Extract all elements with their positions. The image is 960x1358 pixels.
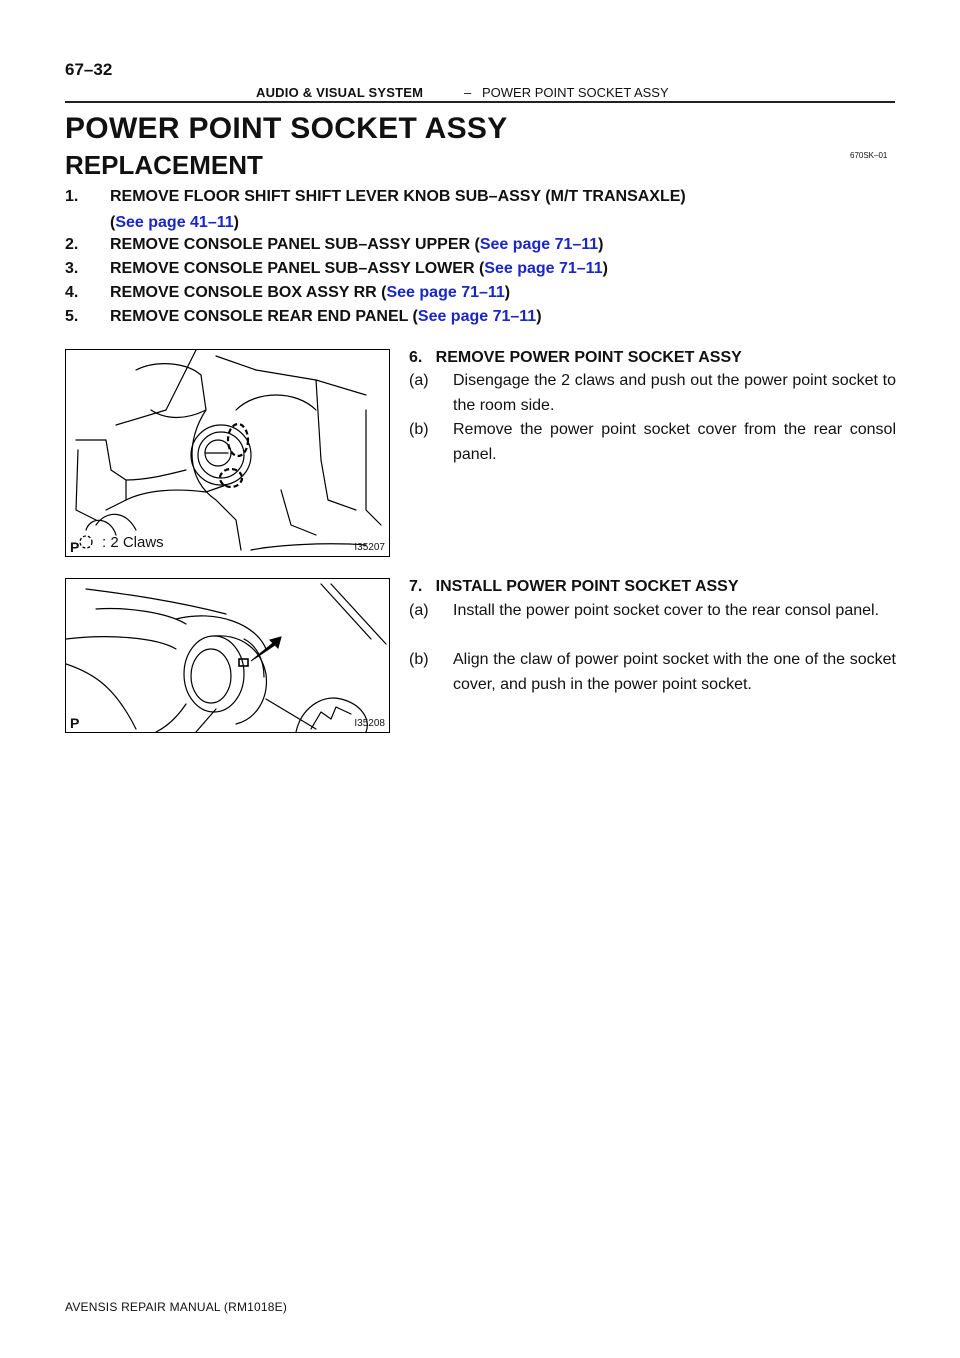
step-number: 5. [65, 308, 79, 325]
step-7b [409, 647, 899, 697]
step-paren-open: ( [110, 214, 116, 231]
page-number: 67–32 [65, 60, 113, 79]
header-subsection: POWER POINT SOCKET ASSY [482, 85, 669, 100]
doc-code: 670SK–01 [850, 151, 888, 160]
page-title: POWER POINT SOCKET ASSY [65, 112, 508, 145]
step-paren-close: ) [504, 284, 511, 301]
item-label: (a) [409, 602, 429, 619]
figure-install [65, 578, 390, 733]
figure-code: I35208 [354, 718, 385, 729]
step-3 [65, 256, 895, 282]
header-rule [65, 101, 895, 103]
item-label: (a) [409, 372, 429, 389]
see-page-link[interactable]: See page 71–11 [484, 260, 603, 277]
step-text: REMOVE CONSOLE PANEL SUB–ASSY UPPER ( [110, 236, 480, 253]
claws-legend: : 2 Claws [102, 534, 164, 551]
item-label: (b) [409, 651, 429, 668]
figure-p-mark: P [70, 539, 80, 555]
step-6b [409, 417, 899, 467]
item-text: Align the claw of power point socket with the one of the socket cover, and push in the power point socket. [453, 651, 896, 693]
step-text: REMOVE CONSOLE REAR END PANEL ( [110, 308, 418, 325]
step-number: 4. [65, 284, 79, 301]
header-separator: – [464, 85, 472, 100]
figure-claws [65, 349, 390, 557]
step-1 [65, 184, 895, 236]
step-7-heading: 7. INSTALL POWER POINT SOCKET ASSY [409, 578, 739, 595]
step-paren-close: ) [602, 260, 608, 277]
step-6a [409, 368, 899, 418]
item-text: Disengage the 2 claws and push out the power point socket to the room side. [453, 372, 896, 414]
step-4 [65, 280, 895, 306]
step-7a [409, 598, 899, 648]
step-number: 3. [65, 260, 79, 277]
step-5 [65, 304, 895, 330]
figure-code: I35207 [354, 542, 385, 553]
step-paren-close: ) [536, 308, 542, 325]
step-6-heading: 6. REMOVE POWER POINT SOCKET ASSY [409, 349, 742, 366]
step-paren-close: ) [598, 236, 604, 253]
figure-p-mark: P [70, 715, 80, 731]
step-number: 1. [65, 188, 79, 205]
step-text: REMOVE FLOOR SHIFT SHIFT LEVER KNOB SUB–ASSY (M/T TRANSAXLE) [110, 188, 686, 205]
see-page-link[interactable]: See page 71–11 [417, 308, 537, 325]
step-paren-close: ) [233, 214, 239, 231]
step-number: 2. [65, 236, 79, 253]
socket-install-illustration [66, 579, 389, 732]
item-text: Remove the power point socket cover from the rear consol panel. [453, 421, 896, 463]
section-title: REPLACEMENT [65, 150, 263, 180]
footer: AVENSIS REPAIR MANUAL (RM1018E) [65, 1300, 288, 1314]
see-page-link[interactable]: See page 71–11 [386, 284, 505, 301]
see-page-link[interactable]: See page 41–11 [115, 214, 234, 231]
step-text: REMOVE CONSOLE BOX ASSY RR ( [110, 284, 387, 301]
step-2 [65, 232, 895, 258]
item-label: (b) [409, 421, 429, 438]
header-section: AUDIO & VISUAL SYSTEM [256, 85, 424, 100]
step-text: REMOVE CONSOLE PANEL SUB–ASSY LOWER ( [110, 260, 485, 277]
socket-removal-illustration [66, 350, 389, 556]
item-text: Install the power point socket cover to the rear consol panel. [453, 602, 880, 619]
see-page-link[interactable]: See page 71–11 [479, 236, 599, 253]
